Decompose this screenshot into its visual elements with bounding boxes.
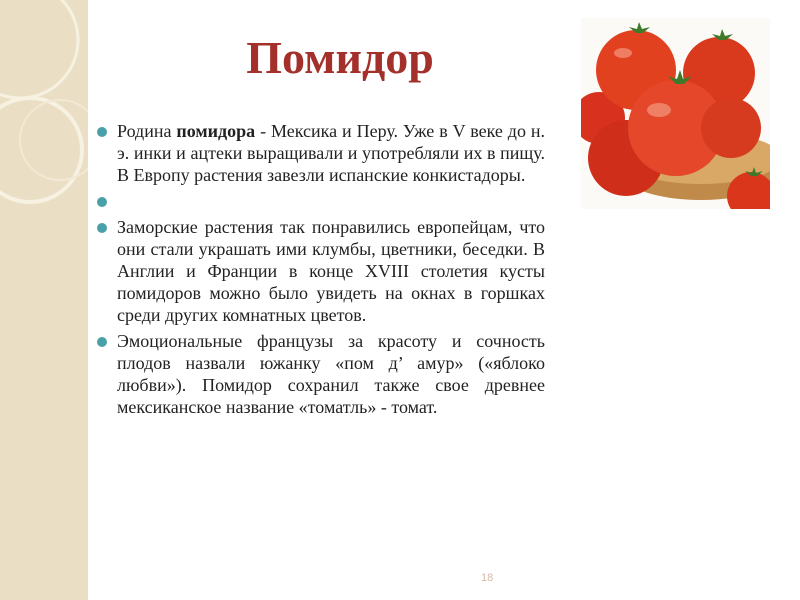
tomatoes-photo [581,18,770,209]
bullet-item-homeland [97,120,545,186]
bullet-item-empty [97,190,545,212]
bullet-dot-icon [97,197,107,207]
bullet-text-bold: помидора [176,121,256,141]
decorative-circles [0,0,88,600]
bullet-item-europe [97,216,545,326]
bullet-dot-icon [97,223,107,233]
bullet-text-pre: Родина [117,121,177,141]
decorative-side-band [0,0,88,600]
bullet-dot-icon [97,337,107,347]
page-number: 18 [481,572,494,584]
bullet-list [97,120,545,422]
slide-title: Помидор [246,32,434,83]
bullet-text-post: - Мексика и Перу. Уже в V веке до н. э. инки и ацтеки выращивали и употребляли их в пищу. В Европу растения завезли испанские конкистадоры. [117,121,545,185]
bullet-item-france [97,330,545,418]
bullet-text: Эмоциональные французы за красоту и сочность плодов назвали южанку «пом д’ амур» («яблоко любви»). Помидор сохранил также свое древнее мексиканское название «томатль» - томат. [117,331,545,417]
bullet-text: Заморские растения так понравились европейцам, что они стали украшать ими клумбы, цветники, беседки. В Англии и Франции в конце XVIII столетия кусты помидоров можно было увидеть на окнах в горшках среди других комнатных цветов. [117,217,545,325]
bullet-dot-icon [97,127,107,137]
